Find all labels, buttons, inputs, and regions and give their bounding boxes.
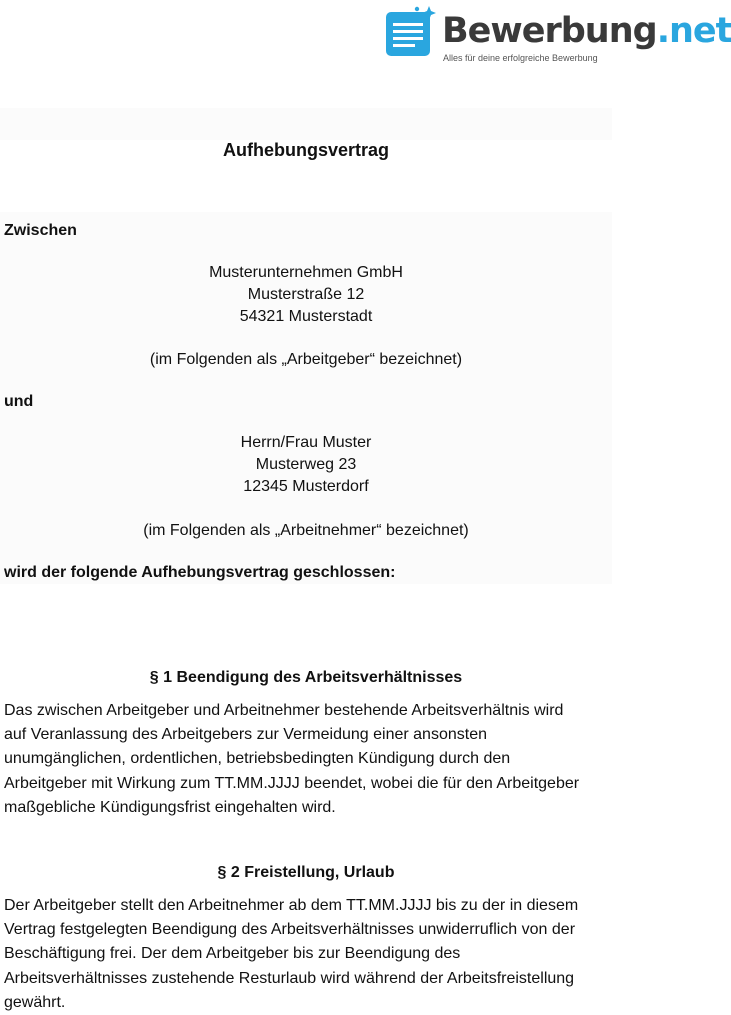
between-label: Zwischen — [4, 222, 77, 239]
employer-role-note: (im Folgenden als „Arbeitgeber“ bezeichnet) — [149, 351, 463, 368]
logo-wordmark — [442, 10, 731, 52]
logo-tld: .net — [656, 11, 731, 51]
employee-role-note: (im Folgenden als „Arbeitnehmer“ bezeichnet) — [143, 522, 469, 539]
section-paragraph — [4, 699, 610, 820]
paragraph-line: maßgebliche Kündigungsfrist eingehalten wird. — [4, 798, 336, 816]
section-heading: § 2 Freistellung, Urlaub — [217, 864, 395, 881]
section-paragraph — [4, 894, 610, 1015]
employer-street: Musterstraße 12 — [247, 286, 365, 303]
logo-brand: Bewerbung — [442, 11, 657, 51]
closing-intro: wird der folgende Aufhebungsvertrag geschlossen: — [4, 564, 396, 581]
document-title: Aufhebungsvertrag — [222, 140, 390, 160]
paragraph-line: Arbeitgeber mit Wirkung zum TT.MM.JJJJ beendet, wobei die für den Arbeitgeber — [4, 774, 580, 792]
employee-city: 12345 Musterdorf — [243, 478, 369, 495]
paragraph-line: unumgänglichen, ordentlichen, betriebsbedingten Kündigung durch den — [4, 750, 511, 768]
logo-tagline: Alles für deine erfolgreiche Bewerbung — [443, 53, 598, 63]
document-with-sparkle-icon — [386, 6, 438, 58]
title-background — [0, 108, 612, 140]
employee-street: Musterweg 23 — [255, 456, 357, 473]
bewerbung-net-logo — [386, 4, 731, 66]
employer-city: 54321 Musterstadt — [239, 308, 373, 325]
paragraph-line: Das zwischen Arbeitgeber und Arbeitnehmer bestehende Arbeitsverhältnis wird — [4, 702, 564, 719]
paragraph-line: gewährt. — [4, 993, 66, 1011]
paragraph-line: Beschäftigung frei. Der dem Arbeitgeber bis zur Beendigung des — [4, 945, 461, 963]
paragraph-line: auf Veranlassung des Arbeitgebers zur Vermeidung einer ansonsten — [4, 726, 487, 744]
paragraph-line: Vertrag festgelegten Beendigung des Arbeitsverhältnisses unwiderruflich von der — [4, 921, 576, 939]
and-label: und — [4, 393, 34, 410]
employer-name: Musterunternehmen GmbH — [209, 264, 403, 281]
section-heading: § 1 Beendigung des Arbeitsverhältnisses — [149, 669, 463, 686]
employee-name: Herrn/Frau Muster — [240, 434, 372, 451]
paragraph-line: Der Arbeitgeber stellt den Arbeitnehmer ab dem TT.MM.JJJJ bis zu der in diesem — [4, 897, 579, 914]
paragraph-line: Arbeitsverhältnisses zustehende Resturlaub wird während der Arbeitsfreistellung — [4, 969, 575, 987]
